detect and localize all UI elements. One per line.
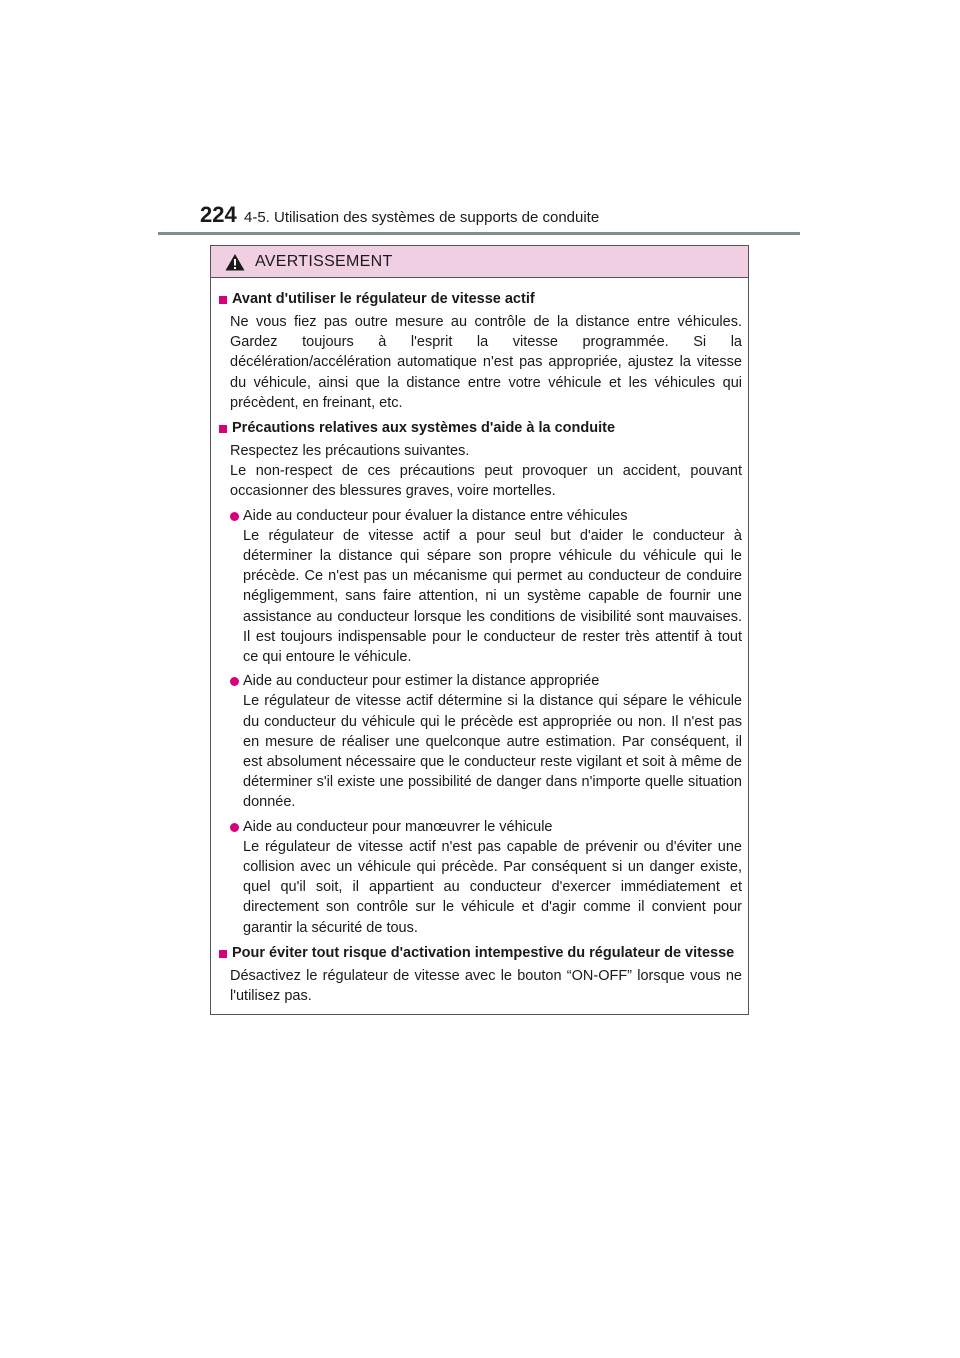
item-title: Aide au conducteur pour évaluer la distance entre véhicules <box>243 507 628 524</box>
item-title: Aide au conducteur pour manœuvrer le véhicule <box>243 818 553 835</box>
paragraph-line: Respectez les précautions suivantes. <box>230 443 470 460</box>
item-title: Aide au conducteur pour estimer la distance appropriée <box>243 673 600 690</box>
warning-section-deactivation <box>217 943 742 1006</box>
section-title: 4-5. Utilisation des systèmes de supports de conduite <box>244 209 600 226</box>
warning-body <box>211 278 748 1006</box>
section-paragraph <box>230 441 742 502</box>
page-number: 224 <box>200 202 237 227</box>
warning-box <box>210 245 749 1015</box>
item-text: Le régulateur de vitesse actif n'est pas capable de prévenir ou d'éviter une collision avec un véhicule qui précède. Par conséquent si un danger existe, quel qu'il soit, il appartient au conducteur d'exercer immédiatement et directement son contrôle sur le véhicule et d'agir comme il convient pour garantir la sécurité de tous. <box>243 838 742 936</box>
section-heading: Avant d'utiliser le régulateur de vitesse actif <box>232 291 535 307</box>
section-paragraph: Désactivez le régulateur de vitesse avec le bouton “ON-OFF” lorsque vous ne l'utilisez pas. <box>230 967 742 1005</box>
page-header <box>158 202 800 236</box>
round-bullet-icon <box>230 677 239 686</box>
square-bullet-icon <box>219 296 227 304</box>
list-item <box>230 671 742 812</box>
square-bullet-icon <box>219 425 227 433</box>
section-heading: Pour éviter tout risque d'activation intempestive du régulateur de vitesse <box>232 944 735 961</box>
round-bullet-icon <box>230 512 239 521</box>
warning-section-precautions <box>217 418 742 938</box>
square-bullet-icon <box>219 950 227 958</box>
paragraph-line: Le non-respect de ces précautions peut provoquer un accident, pouvant occasionner des blessures graves, voire mortelles. <box>230 463 742 500</box>
section-heading: Précautions relatives aux systèmes d'aide à la conduite <box>232 420 616 437</box>
item-text: Le régulateur de vitesse actif a pour seul but d'aider le conducteur à déterminer la distance qui sépare son propre véhicule du véhicule qui le précède. Ce n'est pas un mécanisme qui permet au conducteur de conduire négligemment, sans faire attention, ni un système capable de fournir une assistance au conducteur lorsque les conditions de visibilité sont mauvaises. Il est toujours indispensable pour le conducteur de rester très attentif à tout ce qui entoure le véhicule. <box>243 527 742 666</box>
warning-triangle-icon <box>225 253 245 271</box>
warning-title: AVERTISSEMENT <box>255 252 393 270</box>
round-bullet-icon <box>230 823 239 832</box>
warning-section-active-cruise <box>217 289 742 413</box>
warning-header <box>211 246 748 278</box>
header-rule <box>158 232 800 235</box>
section-paragraph: Ne vous fiez pas outre mesure au contrôle de la distance entre véhicules. Gardez toujours à l'esprit la vitesse programmée. Si la décélération/accélération automatique n'est pas appropriée, ajustez la vitesse du véhicule, ainsi que la distance entre votre véhicule et les véhicules qui précèdent, en freinant, etc. <box>230 314 742 411</box>
list-item <box>230 817 742 938</box>
list-item <box>230 506 742 668</box>
item-text: Le régulateur de vitesse actif détermine si la distance qui sépare le véhicule du conducteur du véhicule qui le précède est appropriée ou non. Il n'est pas en mesure de réaliser une quelconque autre estimation. Par conséquent, il est absolument nécessaire que le conducteur reste vigilant et soit à même de déterminer s'il existe une possibilité de danger dans n'importe quelle situation donnée. <box>243 693 742 811</box>
